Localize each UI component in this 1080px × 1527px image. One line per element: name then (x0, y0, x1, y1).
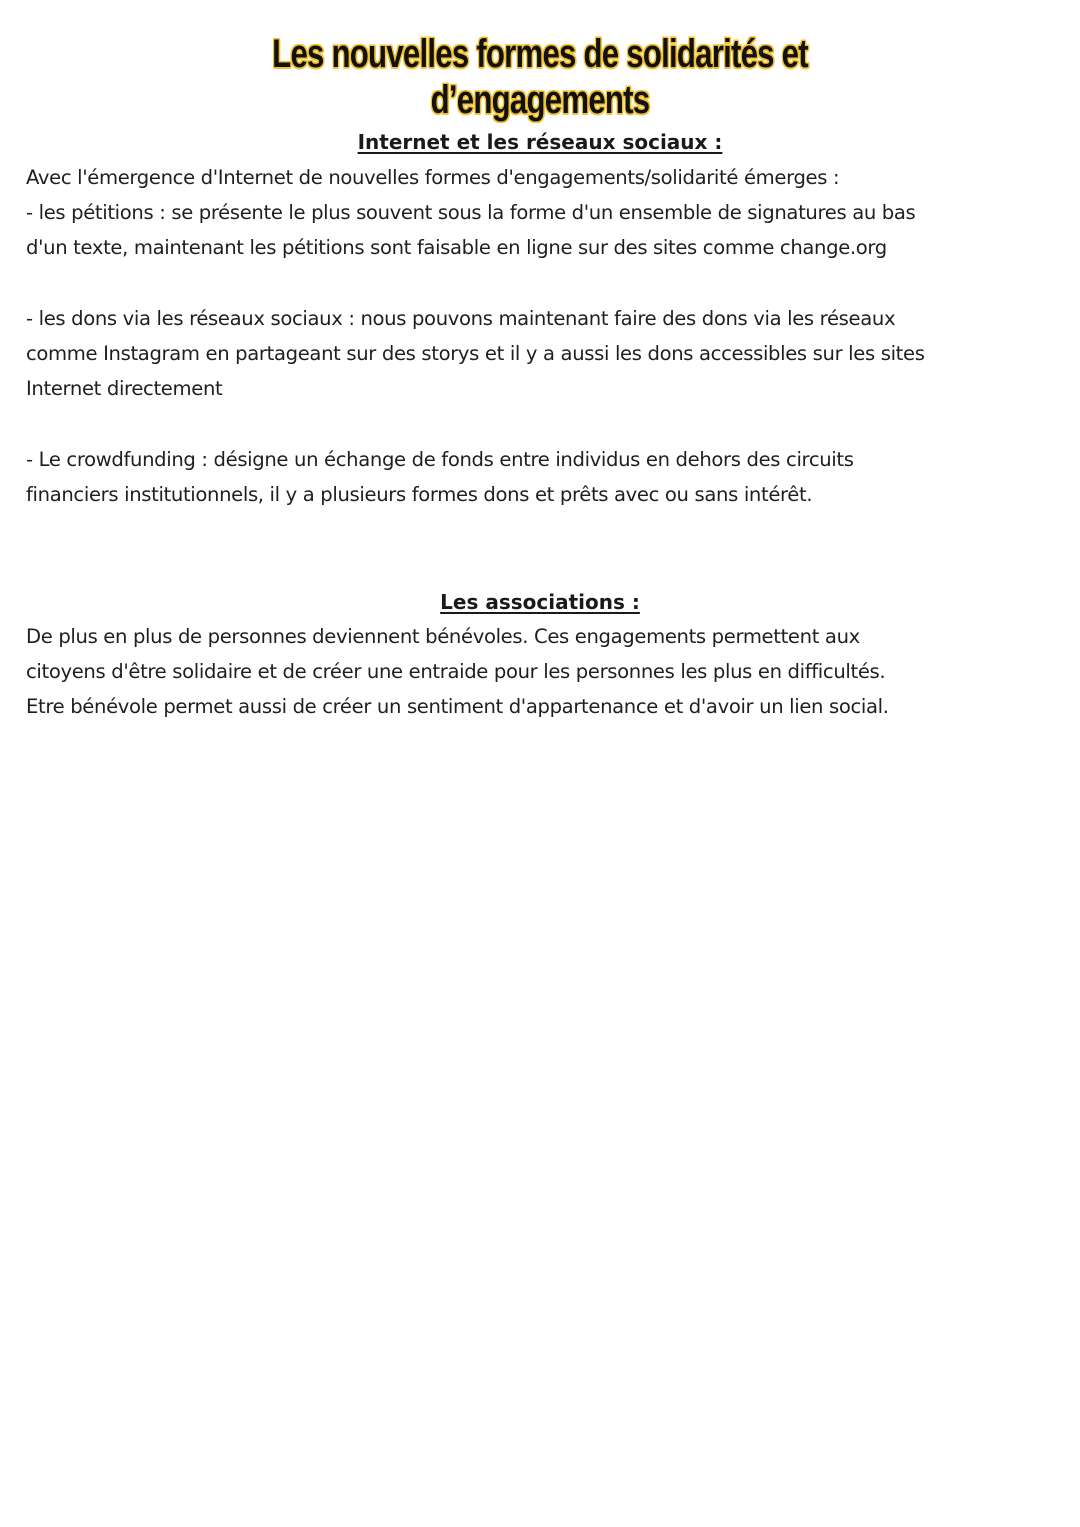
document-title-line-1: Les nouvelles formes de solidarités et (272, 32, 808, 76)
paragraph-line: d'un texte, maintenant les pétitions sont faisable en ligne sur des sites comme change.org (26, 236, 887, 259)
section-heading-associations: Les associations : (440, 590, 640, 614)
section-heading-internet: Internet et les réseaux sociaux : (357, 130, 723, 154)
paragraph-line: financiers institutionnels, il y a plusieurs formes dons et prêts avec ou sans intérêt. (26, 483, 813, 506)
paragraph-line: Internet directement (26, 377, 223, 400)
paragraph-line: comme Instagram en partageant sur des storys et il y a aussi les dons accessibles sur les sites (26, 342, 925, 365)
paragraph-line: - les pétitions : se présente le plus souvent sous la forme d'un ensemble de signatures au bas (26, 201, 916, 224)
paragraph-line: De plus en plus de personnes deviennent bénévoles. Ces engagements permettent aux (26, 625, 860, 648)
paragraph-line: - Le crowdfunding : désigne un échange de fonds entre individus en dehors des circuits (26, 448, 854, 471)
paragraph-line: Etre bénévole permet aussi de créer un sentiment d'appartenance et d'avoir un lien social. (26, 695, 889, 718)
paragraph-line: citoyens d'être solidaire et de créer une entraide pour les personnes les plus en difficultés. (26, 660, 886, 683)
document-title-line-2: d’engagements (430, 78, 650, 122)
paragraph-line: - les dons via les réseaux sociaux : nous pouvons maintenant faire des dons via les réseaux (26, 307, 896, 330)
paragraph-line: Avec l'émergence d'Internet de nouvelles formes d'engagements/solidarité émerges : (26, 166, 840, 189)
